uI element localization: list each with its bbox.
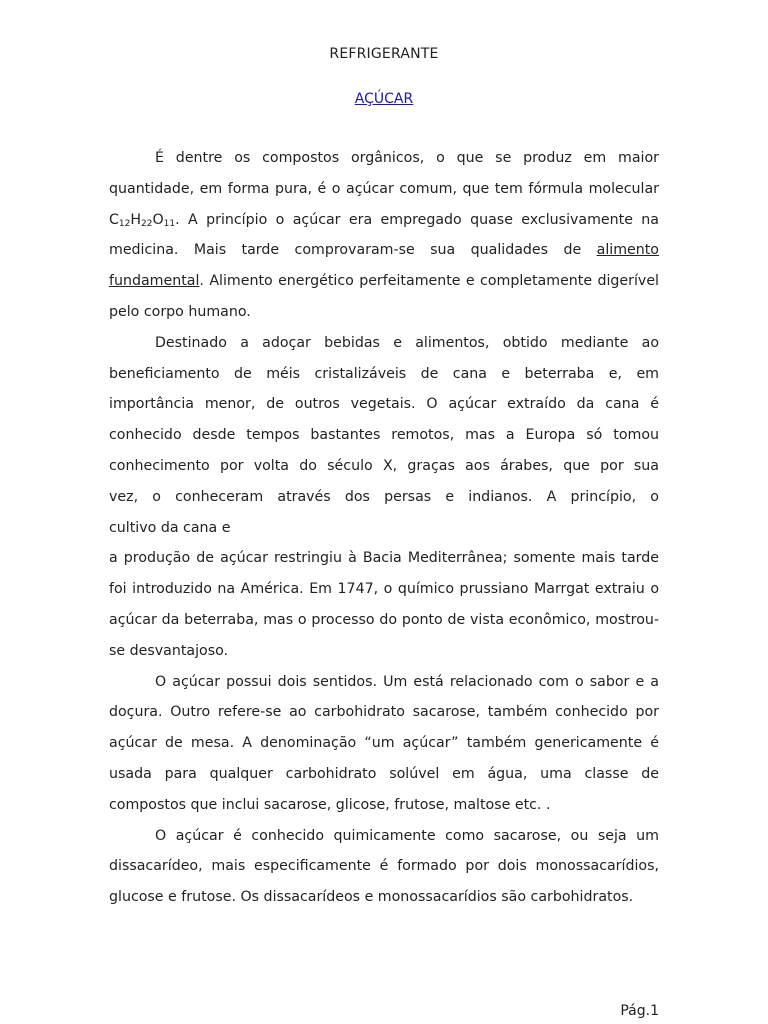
formula-hydrogen-subscript: 22	[141, 218, 153, 229]
paragraph-3: a produção de açúcar restringiu à Bacia Mediterrânea; somente mais tarde foi introduzido na América. Em 1747, o químico prussiano Marrgat extraiu o açúcar da beterraba, mas o processo do ponto de vista econômico, mostrou-se desvantajoso.	[109, 550, 659, 659]
paragraph-1-text-b: . A princípio o açúcar era empregado quase exclusivamente na medicina. Mais tarde comprovaram-se sua qualidades de	[109, 211, 659, 259]
heading-link[interactable]: AÇÚCAR	[354, 91, 414, 107]
formula-carbon-subscript: 12	[118, 218, 131, 229]
page-number: Pág.1	[620, 1003, 659, 1019]
document-body	[109, 143, 659, 913]
paragraph-5: O açúcar é conhecido quimicamente como sacarose, ou seja um dissacarídeo, mais especificamente é formado por dois monossacarídios, glucose e frutose. Os dissacarídeos e monossacarídios são carbohidratos.	[109, 827, 659, 906]
paragraph-2-line-3: importância menor, de outros vegetais. O açúcar extraído da cana é	[109, 396, 659, 413]
paragraph-2-line-2: beneficiamento de méis cristalizáveis de cana e beterraba e, em	[109, 365, 659, 382]
paragraph-2-line-7: cultivo da cana e	[109, 519, 231, 536]
paragraph-2-line-1: Destinado a adoçar bebidas e alimentos, obtido mediante ao	[155, 334, 659, 351]
formula-hydrogen: H	[130, 211, 142, 228]
underlined-phrase: alimento fundamental	[109, 242, 659, 290]
formula-carbon: C	[109, 211, 119, 228]
paragraph-2-line-4: conhecido desde tempos bastantes remotos, mas a Europa só tomou	[109, 427, 659, 444]
document-title: REFRIGERANTE	[329, 46, 439, 62]
paragraph-4: O açúcar possui dois sentidos. Um está relacionado com o sabor e a doçura. Outro refere-se ao carbohidrato sacarose, também conhecido por açúcar de mesa. A denominação “um açúcar” também genericamente é usada para qualquer carbohidrato solúvel em água, uma classe de compostos que inclui sacarose, glicose, frutose, maltose etc. .	[109, 673, 659, 813]
paragraph-2	[109, 328, 659, 544]
paragraph-1	[109, 143, 659, 328]
section-heading	[0, 91, 768, 107]
paragraph-2-line-6: vez, o conheceram através dos persas e indianos. A princípio, o	[109, 488, 659, 505]
paragraph-1-text-c: . Alimento energético perfeitamente e completamente digerível pelo corpo humano.	[109, 273, 659, 320]
formula-oxygen: O	[152, 211, 164, 228]
formula-oxygen-subscript: 11	[163, 218, 176, 229]
paragraph-1-text-a: É dentre os compostos orgânicos, o que se produz em maior quantidade, em forma pura, é o açúcar comum, que tem fórmula molecular	[109, 150, 659, 197]
paragraph-2-line-5: conhecimento por volta do século X, graças aos árabes, que por sua	[109, 457, 659, 474]
